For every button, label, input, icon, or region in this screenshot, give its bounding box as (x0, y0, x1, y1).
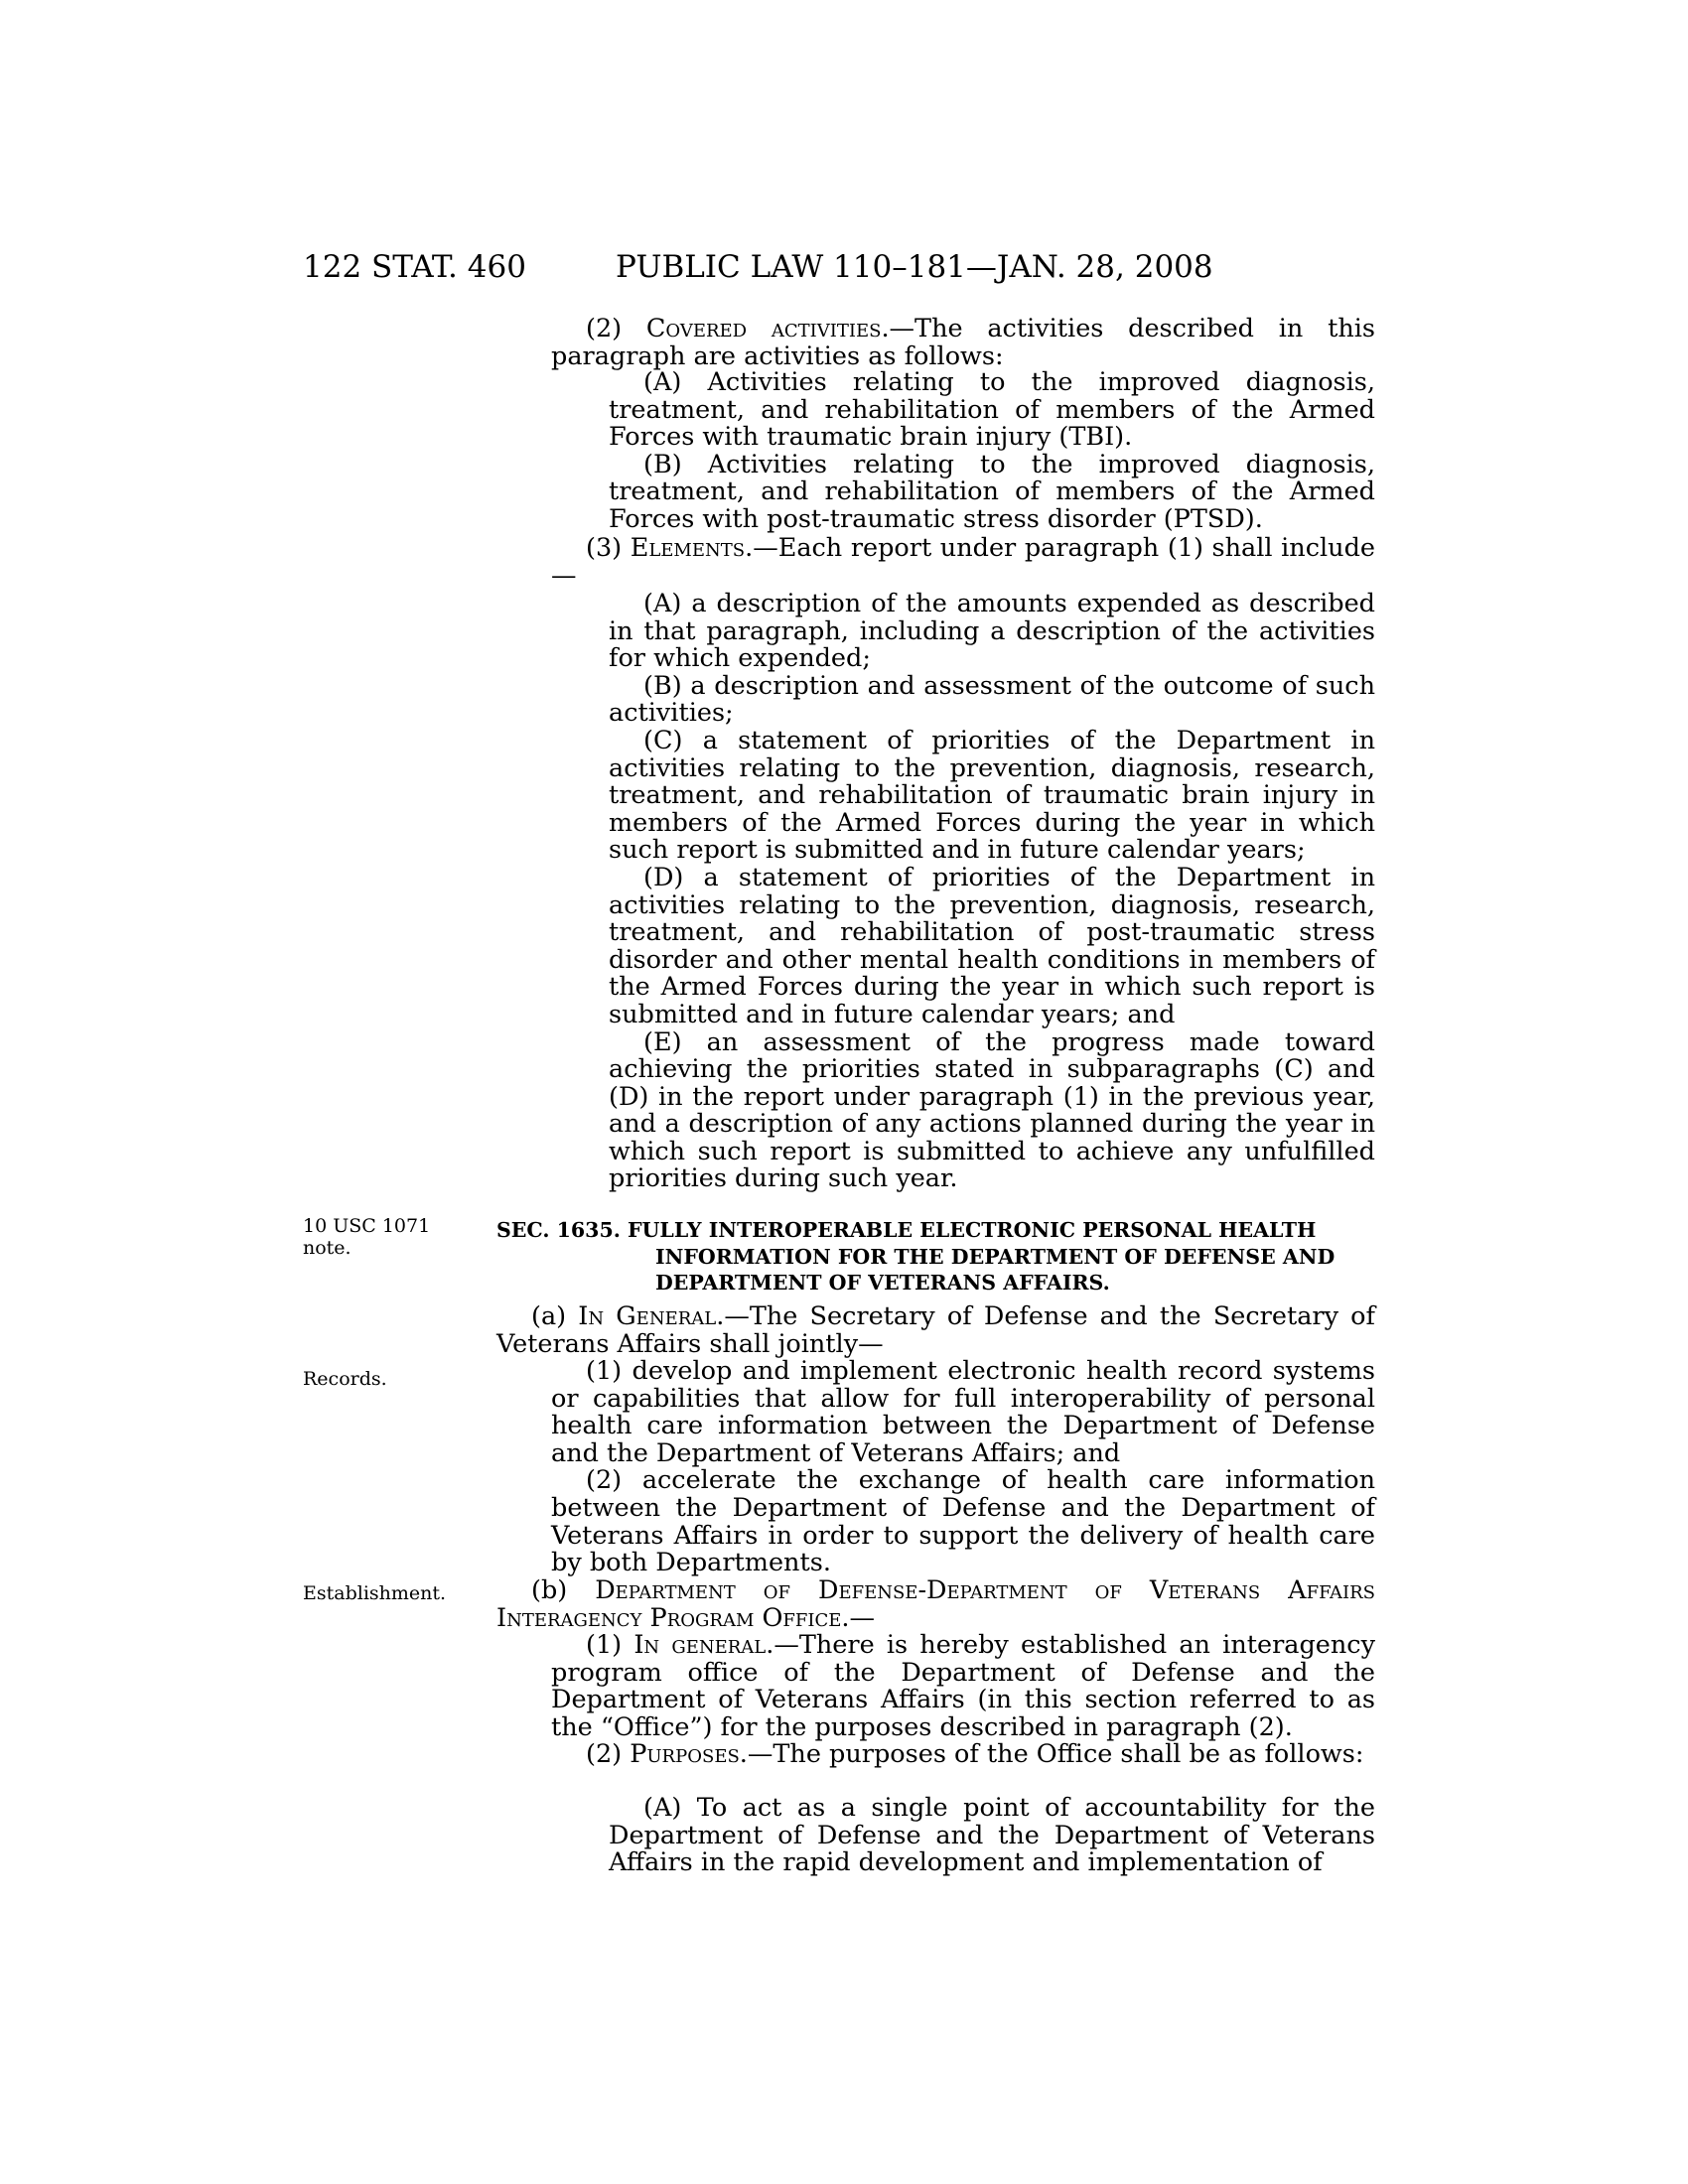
elements-list (609, 591, 1375, 1193)
page-stat-number: 122 STAT. 460 (303, 249, 526, 285)
element-a: (A) a description of the amounts expended as described in that paragraph, including a description of the activities for which expended; (609, 589, 1375, 674)
subparagraph-a-tbi: (A) Activities relating to the improved diagnosis, treatment, and rehabilitation of members of the Armed Forces with traumatic brain injury (TBI). (609, 367, 1375, 453)
public-law-header: PUBLIC LAW 110–181—JAN. 28, 2008 (616, 249, 1213, 285)
subsection-b-paragraph-1: (1) In general.—There is hereby established an interagency program office of the Department of Defense and the Department of Veterans Affairs (in this section referred to as the “Office”) for the purposes described in paragraph (2). (551, 1630, 1375, 1742)
purpose-a: (A) To act as a single point of accountability for the Department of Defense and the Department of Veterans Affairs in the rapid development and implementation of (609, 1793, 1375, 1878)
purposes-list (609, 1795, 1375, 1877)
element-e: (E) an assessment of the progress made toward achieving the priorities stated in subparagraphs (C) and (D) in the report under paragraph (1) in the previous year, and a description of any actions planned during the year in which such report is submitted to achieve any unfulfilled priorities during such year. (609, 1026, 1375, 1194)
paragraph-2: (2) Covered activities.—The activities described in this paragraph are activities as follows: (551, 314, 1376, 371)
element-c: (C) a statement of priorities of the Department in activities relating to the prevention, diagnosis, research, treatment, and rehabilitation of traumatic brain injury in members of the Armed Forces during the year in which such report is submitted and in future calendar years; (609, 725, 1375, 866)
subsection-a-list (551, 1358, 1375, 1577)
section-heading: SEC. 1635. FULLY INTEROPERABLE ELECTRONIC PERSONAL HEALTH INFORMATION FOR THE DEPARTMENT OF DEFENSE AND DEPARTMENT OF VETERANS AFFAIRS. (496, 1218, 1336, 1295)
subsection-a: (a) In General.—The Secretary of Defense and the Secretary of Veterans Affairs shall jointly— (496, 1301, 1375, 1359)
subsection-b-list (551, 1632, 1375, 1769)
margin-note-records: Records. (303, 1368, 387, 1390)
subsection-a-paragraph-2: (2) accelerate the exchange of health care information between the Department of Defense and the Department of Veterans Affairs in order to support the delivery of health care by both Departments. (551, 1465, 1375, 1578)
margin-note-establishment: Establishment. (303, 1582, 447, 1604)
subparagraph-b-ptsd: (B) Activities relating to the improved diagnosis, treatment, and rehabilitation of members of the Armed Forces with post-traumatic stress disorder (PTSD). (609, 449, 1375, 534)
element-b: (B) a description and assessment of the outcome of such activities; (609, 670, 1375, 729)
margin-note-usc: 10 USC 1071 note. (303, 1215, 431, 1259)
subsection-b-paragraph-2: (2) Purposes.—The purposes of the Office shall be as follows: (586, 1739, 1364, 1770)
paragraph-3: (3) Elements.—Each report under paragraph (1) shall include— (551, 533, 1375, 591)
subsection-b: (b) Department of Defense-Department of Veterans Affairs Interagency Program Office.— (496, 1575, 1376, 1633)
subparagraph-list-covered (609, 369, 1375, 534)
subsection-a-paragraph-1: (1) develop and implement electronic health record systems or capabilities that allow for full interoperability of personal health care information between the Department of Defense and the Department of Veterans Affairs; and (551, 1356, 1375, 1468)
element-d: (D) a statement of priorities of the Department in activities relating to the prevention, diagnosis, research, treatment, and rehabilitation of post-traumatic stress disorder and other mental health conditions in members of the Armed Forces during the year in which such report is submitted and in future calendar years; and (609, 862, 1375, 1029)
